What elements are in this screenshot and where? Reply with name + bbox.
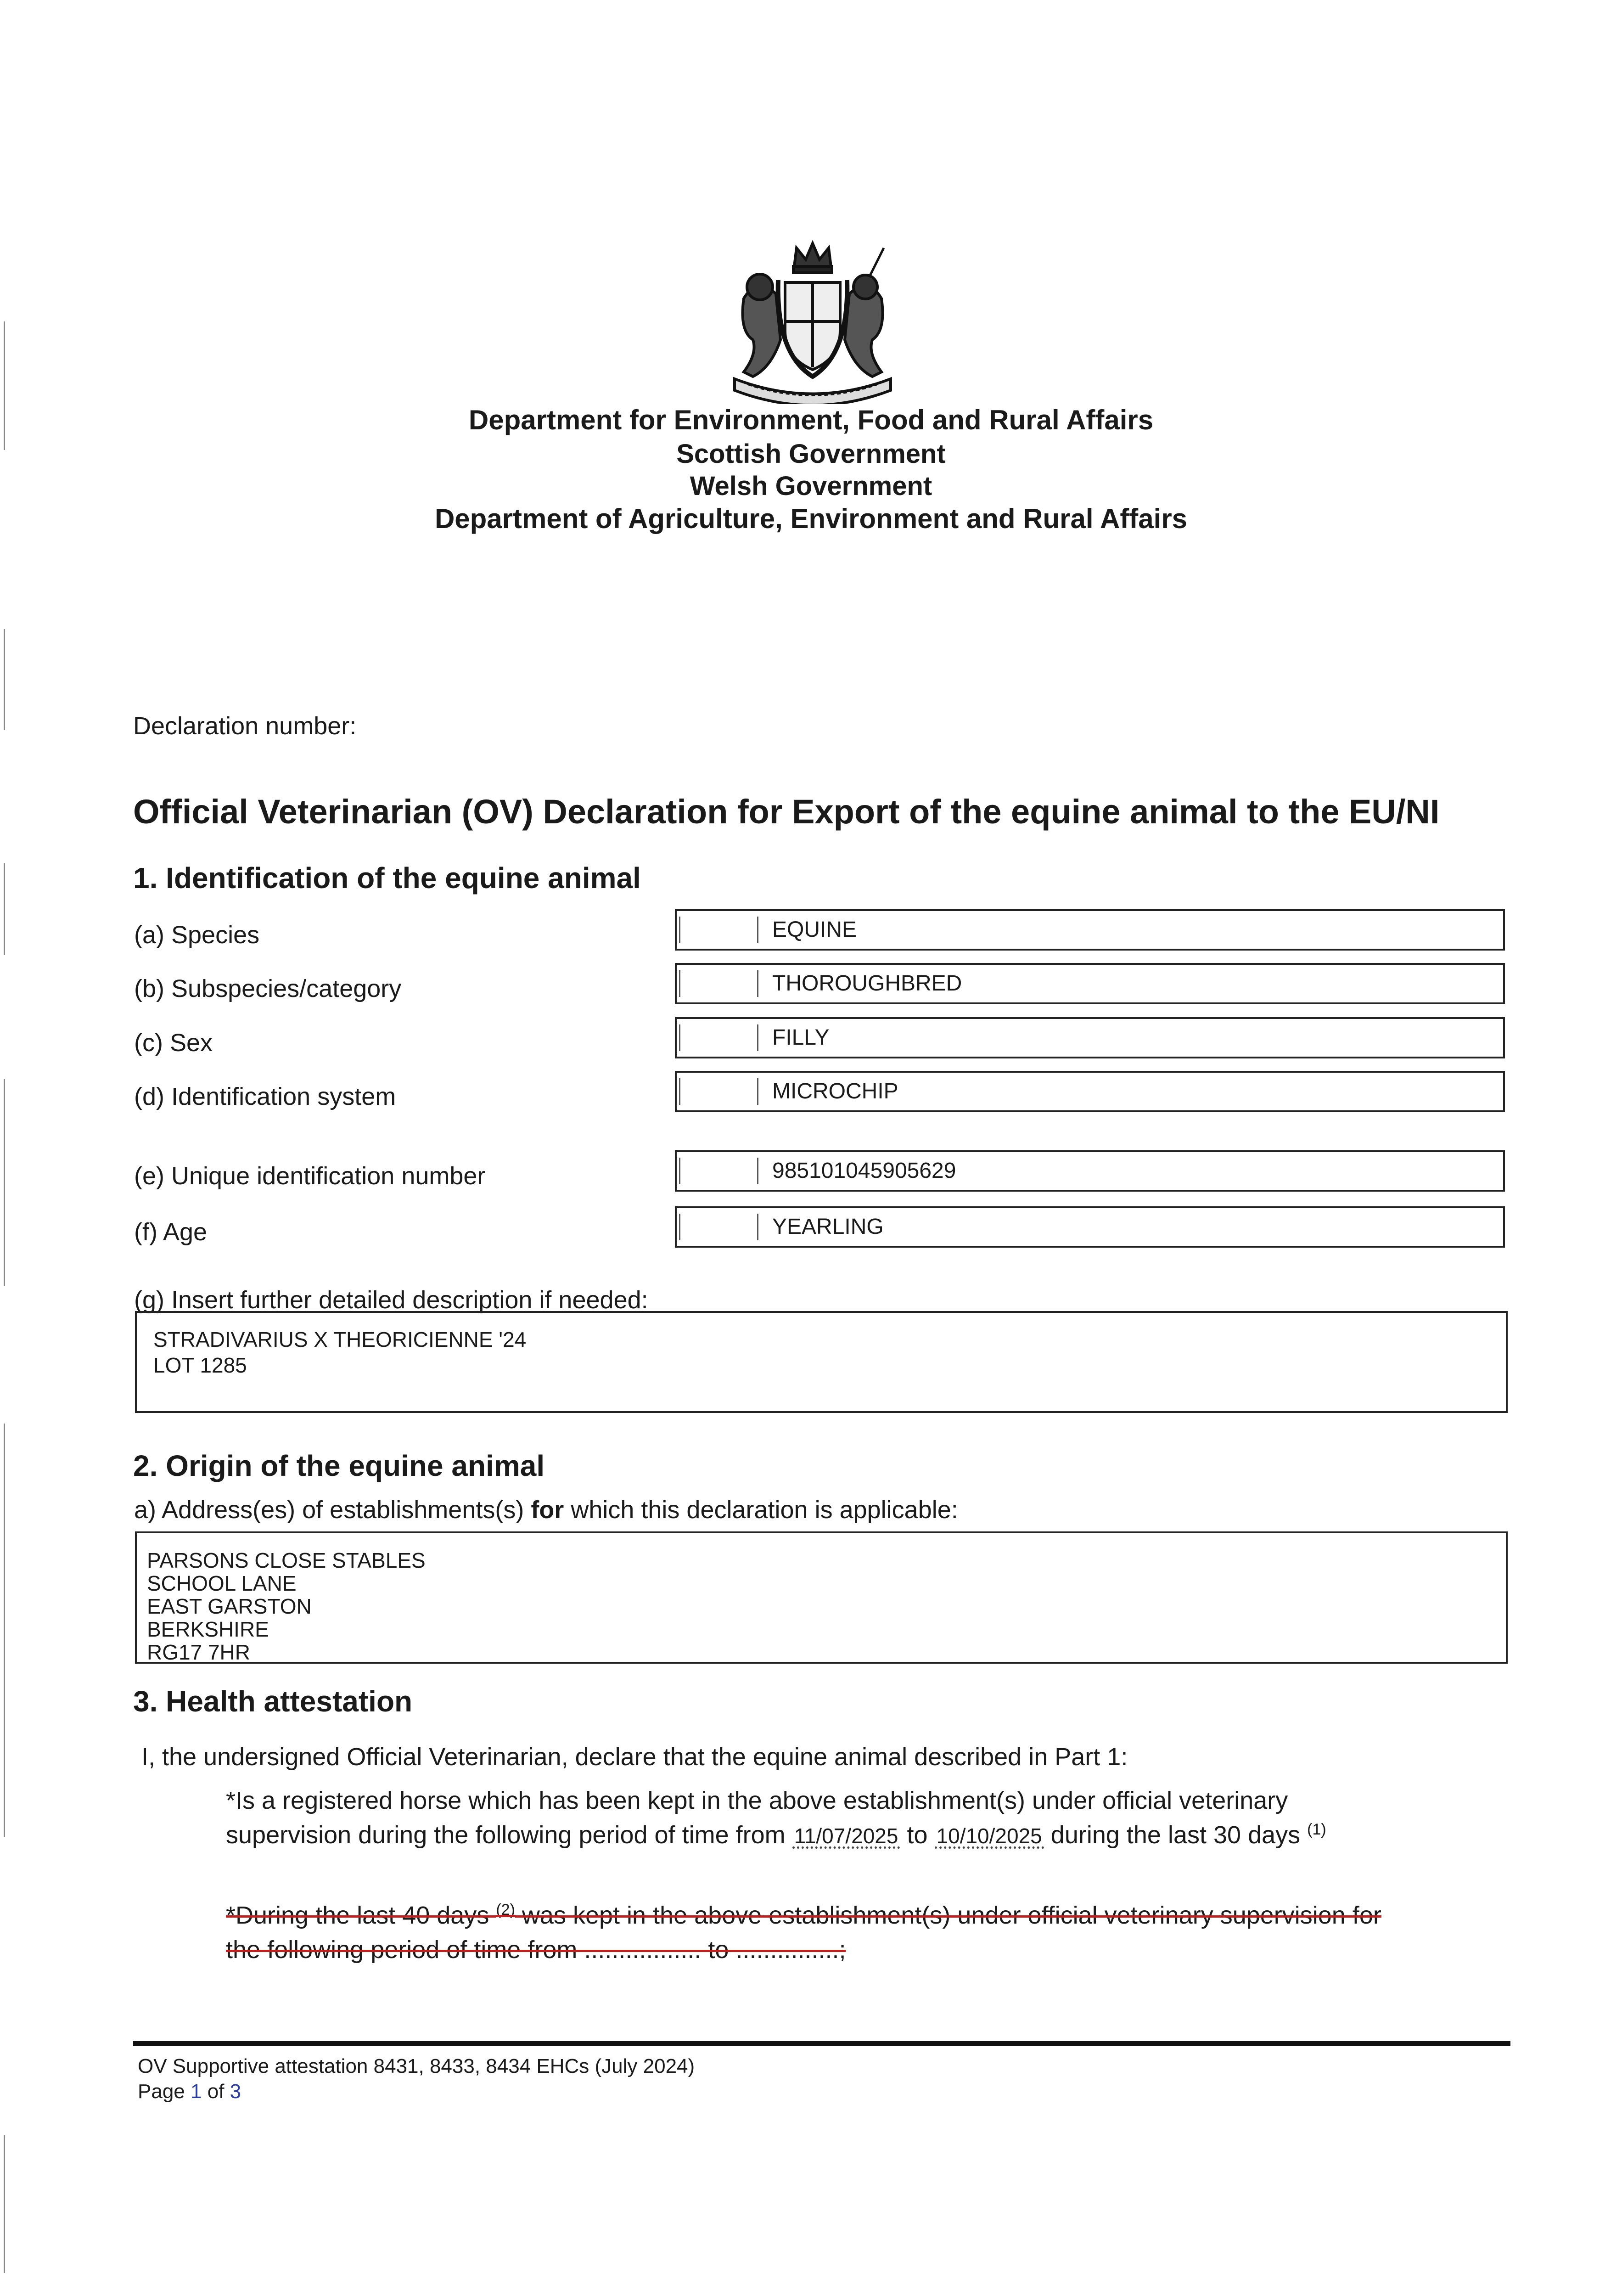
address-field[interactable] — [135, 1531, 1508, 1664]
option-2-text: was kept in the above establishment(s) under official veterinary supervision for — [522, 1902, 1381, 1929]
page-title: Official Veterinarian (OV) Declaration for Export of the equine animal to the EU/NI — [133, 793, 1440, 831]
scan-margin-mark — [4, 863, 5, 955]
scan-margin-mark — [4, 2135, 5, 2273]
address-label-text: a) Address(es) of establishments(s) — [134, 1496, 531, 1524]
identification-system-label: (d) Identification system — [134, 1083, 396, 1110]
page-current: 1 — [191, 2080, 202, 2103]
address-line: EAST GARSTON — [147, 1594, 312, 1618]
species-value: EQUINE — [772, 917, 857, 942]
last-30-days-text: during the last 30 days — [1050, 1821, 1301, 1849]
unique-id-label: (e) Unique identification number — [134, 1162, 486, 1190]
identification-system-field[interactable] — [675, 1071, 1505, 1112]
scan-margin-mark — [4, 629, 5, 730]
page-number — [138, 2080, 241, 2103]
sex-label: (c) Sex — [134, 1029, 213, 1057]
department-heading-daera: Department of Agriculture, Environment and Rural Affairs — [434, 503, 1188, 534]
unique-id-value: 985101045905629 — [772, 1159, 956, 1183]
declaration-number-label: Declaration number: — [133, 712, 357, 740]
address-line: RG17 7HR — [147, 1640, 250, 1664]
section-2-heading: 2. Origin of the equine animal — [133, 1449, 545, 1482]
supervision-text: supervision during the following period of time from — [226, 1821, 786, 1849]
address-label-text: which this declaration is applicable: — [564, 1496, 958, 1524]
attestation-option-1-line-1: *Is a registered horse which has been kept in the above establishment(s) under official veterinary — [226, 1787, 1288, 1814]
date-to-field[interactable]: 10/10/2025 — [935, 1825, 1044, 1849]
species-field[interactable] — [675, 909, 1505, 951]
date-from-field[interactable]: 11/07/2025 — [792, 1825, 900, 1849]
department-heading-scottish: Scottish Government — [676, 439, 946, 469]
address-line: PARSONS CLOSE STABLES — [147, 1548, 426, 1572]
section-1-heading: 1. Identification of the equine animal — [133, 861, 641, 895]
age-value: YEARLING — [772, 1215, 884, 1239]
footnote-1-marker: (1) — [1307, 1821, 1326, 1838]
department-heading-welsh: Welsh Government — [690, 471, 932, 501]
subspecies-field[interactable] — [675, 963, 1505, 1004]
section-3-heading: 3. Health attestation — [133, 1685, 413, 1718]
footer-reference: OV Supportive attestation 8431, 8433, 8434 EHCs (July 2024) — [138, 2055, 695, 2077]
description-label: (g) Insert further detailed description if needed: — [134, 1286, 648, 1314]
of-word: of — [207, 2080, 224, 2103]
sex-value: FILLY — [772, 1025, 830, 1050]
age-label: (f) Age — [134, 1218, 208, 1246]
address-label — [134, 1496, 958, 1524]
footer-divider — [133, 2041, 1510, 2046]
scan-margin-mark — [4, 1424, 5, 1837]
identification-system-value: MICROCHIP — [772, 1079, 898, 1103]
age-field[interactable] — [675, 1206, 1505, 1248]
attestation-option-2-line-2: the following period of time from ................. to ...............; — [226, 1936, 846, 1964]
to-text: to — [907, 1821, 928, 1849]
address-line: BERKSHIRE — [147, 1617, 269, 1641]
sex-field[interactable] — [675, 1017, 1505, 1058]
department-heading-defra: Department for Environment, Food and Rural Affairs — [468, 405, 1154, 435]
attestation-option-2-line-1 — [226, 1901, 1381, 1930]
footnote-2-marker: (2) — [496, 1901, 515, 1919]
description-line: STRADIVARIUS X THEORICIENNE '24 — [153, 1328, 527, 1351]
royal-coat-of-arms-icon — [716, 239, 909, 404]
page-total: 3 — [230, 2080, 241, 2103]
attestation-intro: I, the undersigned Official Veterinarian, declare that the equine animal described in Part 1: — [141, 1743, 1128, 1771]
subspecies-label: (b) Subspecies/category — [134, 975, 402, 1002]
address-label-bold: for — [531, 1496, 564, 1524]
species-label: (a) Species — [134, 921, 260, 949]
page-word: Page — [138, 2080, 185, 2103]
description-line: LOT 1285 — [153, 1353, 247, 1377]
description-field[interactable] — [135, 1311, 1508, 1413]
unique-id-field[interactable] — [675, 1150, 1505, 1192]
option-2-text: *During the last 40 days — [226, 1902, 489, 1929]
subspecies-value: THOROUGHBRED — [772, 971, 962, 996]
address-line: SCHOOL LANE — [147, 1571, 297, 1595]
attestation-option-1-line-2 — [226, 1821, 1326, 1849]
scan-margin-mark — [4, 1079, 5, 1286]
